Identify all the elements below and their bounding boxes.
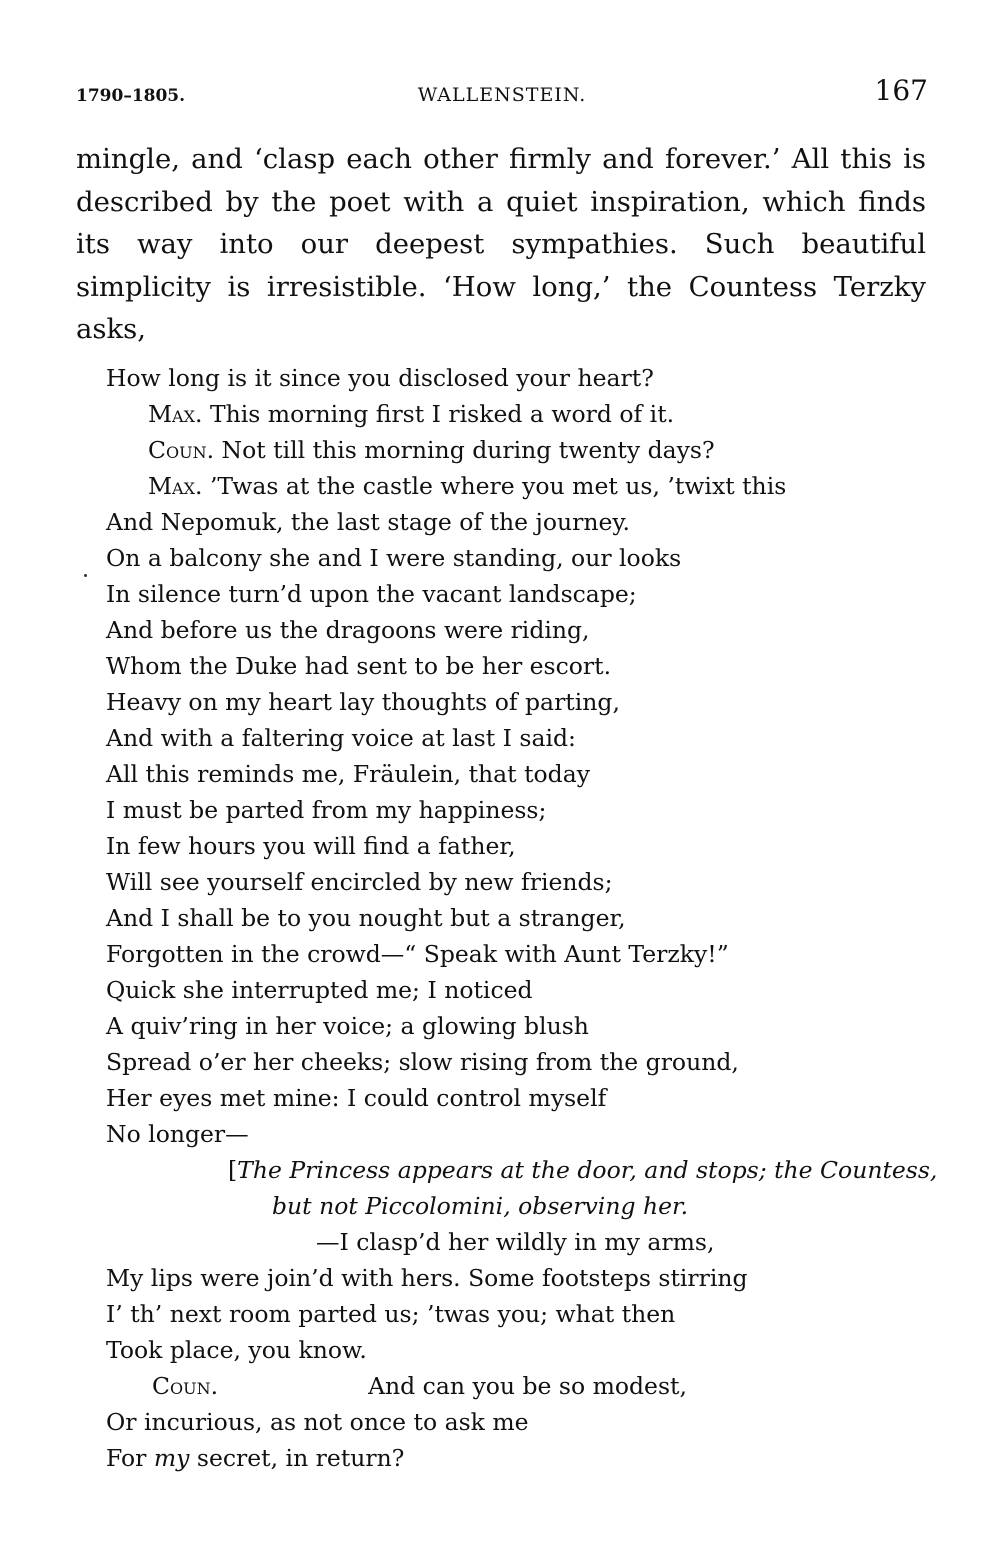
running-header — [76, 72, 928, 112]
verse-text: And can you be so modest, — [368, 1372, 687, 1400]
verse-line: —I clasp’d her wildly in my arms, — [316, 1228, 715, 1256]
verse-line — [152, 1368, 687, 1404]
verse-line: Heavy on my heart lay thoughts of parting, — [106, 688, 620, 716]
page-number: 167 — [874, 74, 928, 107]
verse-text: secret, in return? — [189, 1444, 405, 1472]
speaker-name: Coun. — [152, 1372, 219, 1400]
header-title: WALLENSTEIN. — [417, 84, 587, 106]
verse-line: Forgotten in the crowd—“ Speak with Aunt Terzky!” — [106, 940, 729, 968]
verse-line: And I shall be to you nought but a stranger, — [106, 904, 626, 932]
header-years: 1790–1805. — [76, 86, 186, 106]
verse-line: And before us the dragoons were riding, — [106, 616, 590, 644]
verse-line: All this reminds me, Fräulein, that today — [106, 760, 590, 788]
verse-line: No longer— — [106, 1120, 249, 1148]
verse-line: Her eyes met mine: I could control myself — [106, 1084, 607, 1112]
speaker-name: Max. — [148, 472, 203, 500]
verse-line: Whom the Duke had sent to be her escort. — [106, 652, 612, 680]
verse-line — [148, 396, 674, 432]
verse-text: This morning first I risked a word of it. — [202, 400, 675, 428]
verse-line — [106, 1440, 404, 1476]
verse-text: Not till this morning during twenty days? — [214, 436, 715, 464]
ink-speck — [84, 574, 87, 577]
verse-line: Or incurious, as not once to ask me — [106, 1408, 529, 1436]
verse-line: Quick she interrupted me; I noticed — [106, 976, 533, 1004]
stage-direction — [228, 1152, 937, 1188]
intro-paragraph: mingle, and ‘clasp each other firmly and forever.’ All this is described by the poet with a quiet inspiration, which finds its way into our deepest sympathies. Such beautiful simplicity is irresistible. ‘How long,’ the Countess Terzky asks, — [76, 143, 926, 345]
emphasis-text: my — [153, 1444, 190, 1472]
verse-line: And with a faltering voice at last I said: — [106, 724, 576, 752]
stage-bracket: [ — [228, 1156, 238, 1184]
speaker-name: Coun. — [148, 436, 215, 464]
verse-line: Will see yourself encircled by new friends; — [106, 868, 613, 896]
verse-line: I’ th’ next room parted us; ’twas you; what then — [106, 1300, 676, 1328]
verse-line — [148, 432, 715, 468]
verse-line: In few hours you will find a father, — [106, 832, 516, 860]
verse-line: In silence turn’d upon the vacant landscape; — [106, 580, 637, 608]
verse-text: ’Twas at the castle where you met us, ’twixt this — [202, 472, 787, 500]
verse-line: And Nepomuk, the last stage of the journey. — [106, 508, 631, 536]
verse-line: How long is it since you disclosed your heart? — [106, 364, 654, 392]
verse-text: For — [106, 1444, 154, 1472]
verse-line: I must be parted from my happiness; — [106, 796, 547, 824]
verse-line: A quiv’ring in her voice; a glowing blush — [106, 1012, 589, 1040]
verse-line: On a balcony she and I were standing, our looks — [106, 544, 682, 572]
stage-text: The Princess appears at the door, and stops; the Countess, — [237, 1156, 938, 1184]
verse-line: Spread o’er her cheeks; slow rising from the ground, — [106, 1048, 739, 1076]
speaker-name: Max. — [148, 400, 203, 428]
verse-line: My lips were join’d with hers. Some footsteps stirring — [106, 1264, 748, 1292]
verse-line: Took place, you know. — [106, 1336, 367, 1364]
stage-direction: but not Piccolomini, observing her. — [272, 1192, 689, 1220]
verse-line — [148, 468, 786, 504]
